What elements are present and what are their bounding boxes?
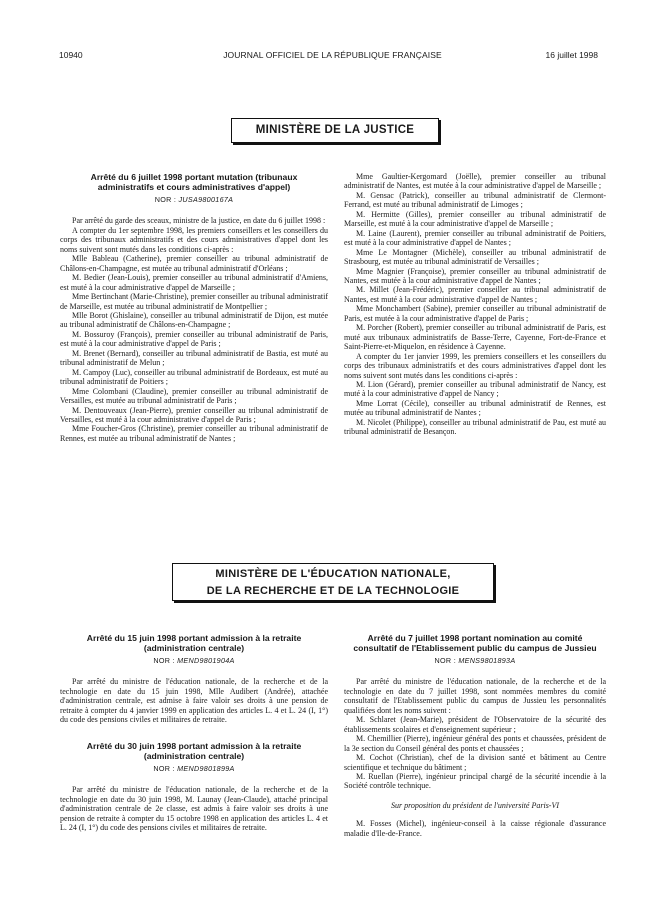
paragraph: M. Bedier (Jean-Louis), premier conseiller au tribunal administratif d'Amiens, est muté à la cour administrative d'appel de Marseille ;	[60, 273, 328, 292]
paragraph: Par arrêté du garde des sceaux, ministre de la justice, en date du 6 juillet 1998 :	[72, 216, 326, 226]
education-column-left	[60, 633, 328, 832]
arrete4-nor	[344, 656, 606, 665]
arrete1-column-left	[60, 172, 328, 443]
paragraph: M. Chemillier (Pierre), ingénieur général des ponts et chaussées, président de la 3e section du Conseil général des ponts et chaussées ;	[344, 734, 606, 753]
ministry-justice-title: MINISTÈRE DE LA JUSTICE	[255, 124, 415, 136]
journal-title: JOURNAL OFFICIEL DE LA RÉPUBLIQUE FRANÇAISE	[223, 50, 442, 60]
arrete1-nor	[60, 195, 328, 204]
page-number: 10940	[59, 50, 83, 60]
nor-label: NOR :	[434, 656, 456, 665]
paragraph: M. Laine (Laurent), premier conseiller au tribunal administratif de Poitiers, est muté à la cour administrative d'appel de Nantes ;	[344, 228, 606, 248]
nor-label: NOR :	[153, 656, 175, 665]
paragraph: Par arrêté du ministre de l'éducation nationale, de la recherche et de la technologie en date du 15 juin 1998, Mlle Audibert (Andrée), attachée d'administration centrale, est admise à faire valoir ses droits à une pension de retraite à compter du 4 janvier 1999 en application des articles L. 4 et L. 24 (I, 1°) du code des pensions civiles et militaires de retraite.	[60, 677, 328, 725]
paragraph: M. Hermitte (Gilles), premier conseiller au tribunal administratif de Marseille, est muté à la cour administrative d'appel de Marseille ;	[344, 209, 606, 229]
ministry-education-line1: MINISTÈRE DE L'ÉDUCATION NATIONALE,	[215, 568, 451, 580]
arrete1-title: Arrêté du 6 juillet 1998 portant mutation (tribunaux administratifs et cours administratives d'appel)	[90, 172, 298, 192]
arrete3-nor	[60, 764, 328, 773]
paragraph: M. Lion (Gérard), premier conseiller au tribunal administratif de Nancy, est muté à la cour administrative d'appel de Nancy ;	[344, 379, 606, 399]
arrete1-column-right	[344, 172, 606, 437]
paragraph: M. Fosses (Michel), ingénieur-conseil à la caisse régionale d'assurance maladie d'Ile-de-France.	[344, 819, 606, 838]
page-header	[0, 50, 665, 62]
paragraph: M. Porcher (Robert), premier conseiller au tribunal administratif de Paris, est muté aux tribunaux administratifs de Basse-Terre, Cayenne, Fort-de-France et Saint-Pierre-et-Miquelon, en résidence à Cayenne.	[344, 323, 606, 352]
paragraph: M. Bossuroy (François), premier conseiller au tribunal administratif de Paris, est muté à la cour administrative d'appel de Paris ;	[60, 329, 328, 349]
paragraph: M. Campoy (Luc), conseiller au tribunal administratif de Bordeaux, est muté au tribunal administratif de Poitiers ;	[60, 367, 328, 387]
nor-label: NOR :	[153, 763, 175, 773]
paragraph: A compter du 1er janvier 1999, les premiers conseillers et les conseillers du corps des tribunaux administratifs et des cours administratives d'appel dont les noms suivent sont mutés dans les conditions ci-après :	[344, 351, 606, 380]
arrete4-proposal: Sur proposition du président de l'université Paris-VI	[390, 800, 560, 810]
arrete3-body	[60, 785, 328, 832]
paragraph: M. Dentouveaux (Jean-Pierre), premier conseiller au tribunal administratif de Versailles, est muté à la cour administrative d'appel de Paris ;	[60, 405, 328, 424]
paragraph: M. Cochot (Christian), chef de la division santé et bâtiment au Centre scientifique et technique du bâtiment ;	[344, 753, 606, 772]
paragraph: Mme Lorrat (Cécile), conseiller au tribunal administratif de Rennes, est mutée au tribunal administratif de Nantes ;	[344, 398, 606, 418]
arrete4-title: Arrêté du 7 juillet 1998 portant nomination au comité consultatif de l'Etablissement public du campus de Jussieu	[353, 633, 597, 653]
paragraph: Mme Gaultier-Kergomard (Joëlle), premier conseiller au tribunal administratif de Nantes, est mutée à la cour administrative d'appel de Marseille ;	[344, 172, 606, 191]
arrete4-body	[344, 677, 606, 790]
arrete3-title: Arrêté du 30 juin 1998 portant admission à la retraite (administration centrale)	[86, 740, 302, 761]
paragraph: M. Millet (Jean-Frédéric), premier conseiller au tribunal administratif de Nantes, est muté à la cour administrative d'appel de Nantes ;	[344, 285, 606, 304]
arrete2-title: Arrêté du 15 juin 1998 portant admission à la retraite (administration centrale)	[86, 633, 302, 653]
ministry-education-heading	[172, 563, 494, 601]
arrete1-body-right	[344, 172, 606, 437]
paragraph: A compter du 1er septembre 1998, les premiers conseillers et les conseillers du corps des tribunaux administratifs et des cours administratives d'appel dont les noms suivent sont mutés dans les conditions ci-après :	[60, 225, 328, 254]
nor-code: MENS9801893A	[458, 656, 516, 665]
paragraph: Mme Colombani (Claudine), premier conseiller au tribunal administratif de Versailles, est mutée au tribunal administratif de Paris ;	[60, 386, 328, 406]
nor-code: MEND9801904A	[177, 656, 235, 665]
paragraph: M. Ruellan (Pierre), ingénieur principal chargé de la sécurité incendie à la Société contrôle technique.	[344, 771, 606, 791]
nor-label: NOR :	[154, 195, 177, 204]
arrete2-nor	[60, 656, 328, 665]
paragraph: M. Brenet (Bernard), conseiller au tribunal administratif de Bastia, est muté au tribunal administratif de Melun ;	[60, 348, 328, 368]
paragraph: Mme Bertinchant (Marie-Christine), premier conseiller au tribunal administratif de Marseille, est mutée au tribunal administratif de Montpellier ;	[60, 292, 328, 311]
paragraph: Mlle Bableau (Catherine), premier conseiller au tribunal administratif de Châlons-en-Champagne, est mutée au tribunal administratif d'Orléans ;	[60, 254, 328, 273]
arrete4-body-after	[344, 819, 606, 838]
ministry-justice-heading	[231, 118, 439, 143]
paragraph: Mlle Borot (Ghislaine), conseiller au tribunal administratif de Dijon, est mutée au tribunal administratif de Châlons-en-Champagne ;	[60, 310, 328, 330]
ministry-education-line2: DE LA RECHERCHE ET DE LA TECHNOLOGIE	[206, 585, 460, 597]
nor-code: JUSA9800167A	[178, 195, 234, 204]
paragraph: Par arrêté du ministre de l'éducation nationale, de la recherche et de la technologie en date du 30 juin 1998, M. Launay (Jean-Claude), attaché principal d'administration centrale de 2e classe, est admis à faire valoir ses droits à une pension de retraite à compter du 15 octobre 1998 en application des articles L. 4 et L. 24 (I, 1°) du code des pensions civiles et militaires de retraite.	[60, 785, 328, 832]
paragraph: Par arrêté du ministre de l'éducation nationale, de la recherche et de la technologie en date du 7 juillet 1998, sont nommées membres du comité consultatif de l'Etablissement public du campus de Jussieu les personnalités qualifiées dont les noms suivent :	[344, 677, 606, 715]
paragraph: Mme Magnier (Françoise), premier conseiller au tribunal administratif de Nantes, est mutée à la cour administrative d'appel de Nantes ;	[344, 266, 606, 285]
issue-date: 16 juillet 1998	[545, 50, 598, 60]
paragraph: M. Gensac (Patrick), conseiller au tribunal administratif de Clermont-Ferrand, est muté au tribunal administratif de Limoges ;	[344, 190, 606, 210]
nor-code: MEND9801899A	[177, 763, 235, 773]
education-column-right	[344, 633, 606, 838]
paragraph: Mme Monchambert (Sabine), premier conseiller au tribunal administratif de Paris, est mutée à la cour administrative d'appel de Paris ;	[344, 304, 606, 323]
arrete2-body	[60, 677, 328, 724]
paragraph: Mme Le Montagner (Michèle), conseiller au tribunal administratif de Strasbourg, est mutée au tribunal administratif de Versailles ;	[344, 247, 606, 267]
paragraph: M. Nicolet (Philippe), conseiller au tribunal administratif de Pau, est muté au tribunal administratif de Besançon.	[344, 417, 606, 437]
arrete1-body-left	[60, 216, 328, 443]
paragraph: M. Schlaret (Jean-Marie), président de l'Observatoire de la sécurité des établissements scolaires et d'enseignement supérieur ;	[344, 715, 606, 734]
paragraph: Mme Foucher-Gros (Christine), premier conseiller au tribunal administratif de Rennes, est mutée au tribunal administratif de Nantes ;	[60, 424, 328, 443]
